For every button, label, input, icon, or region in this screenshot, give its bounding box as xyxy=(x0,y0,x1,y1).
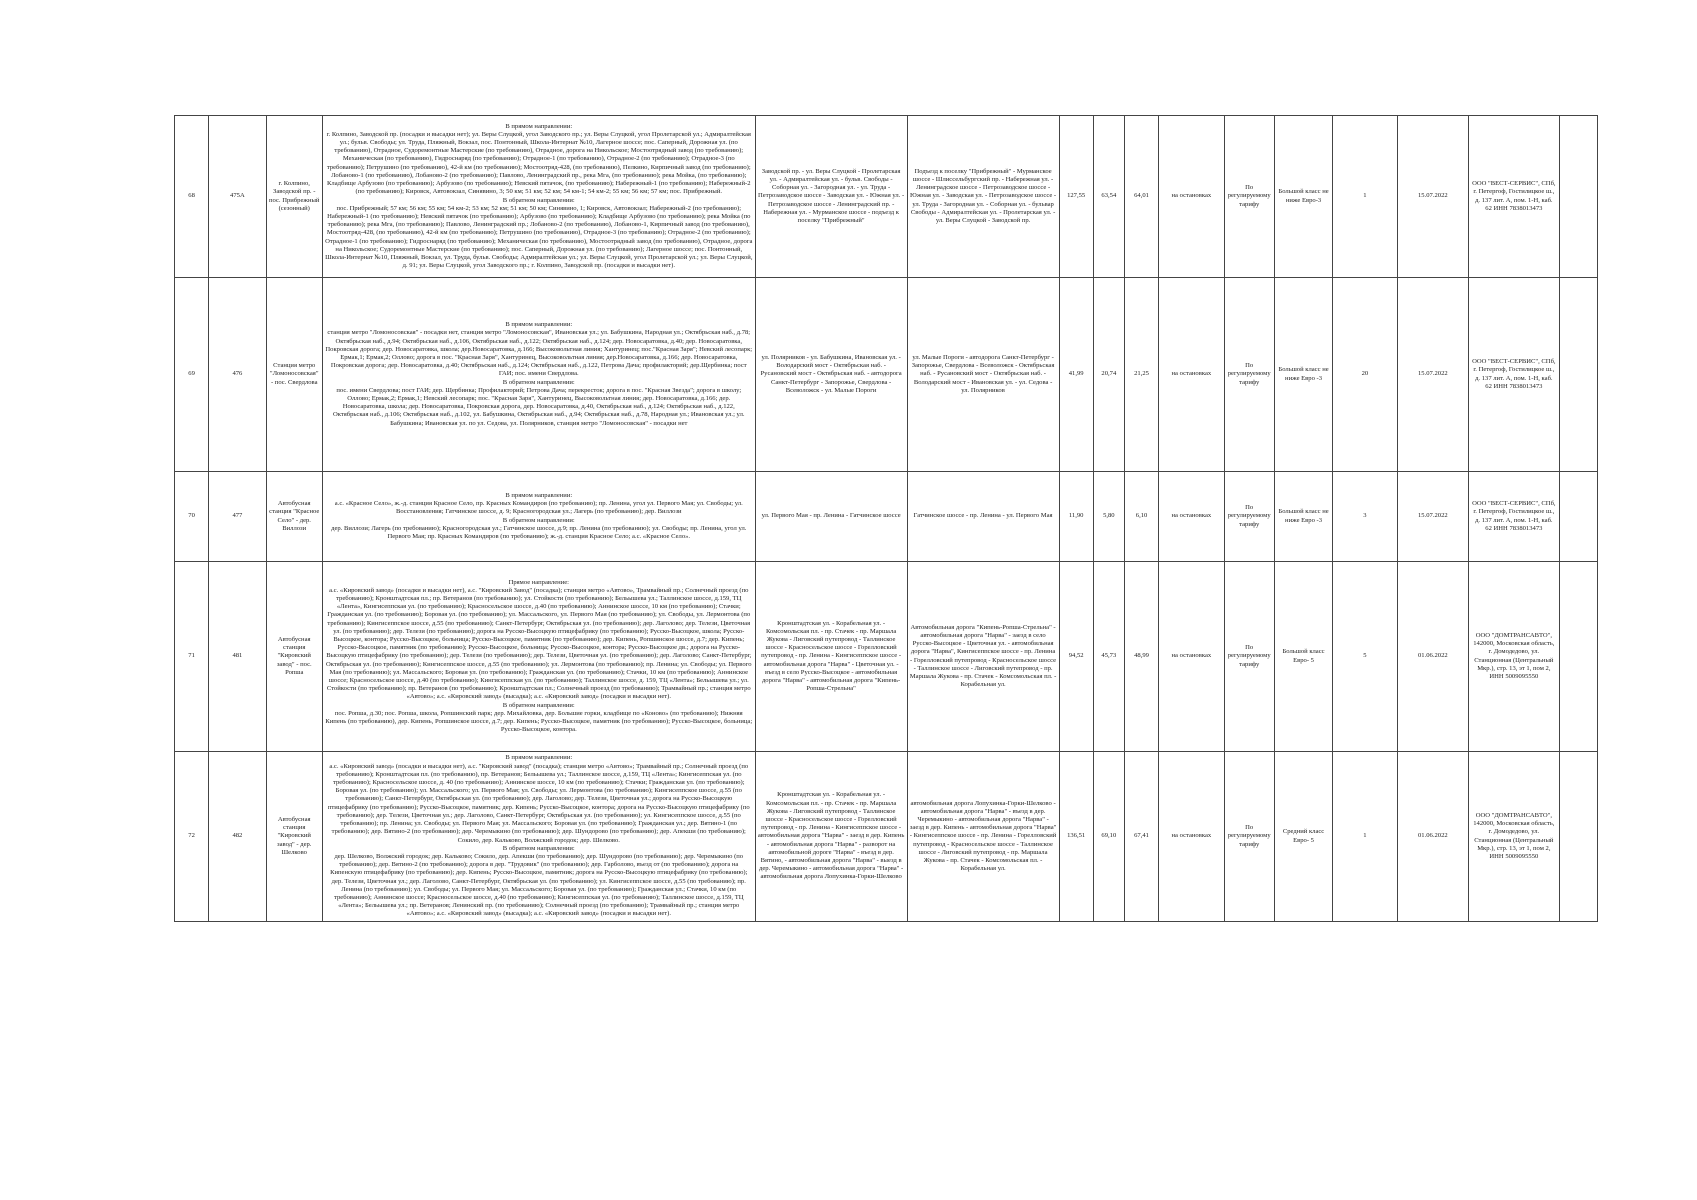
stops-list xyxy=(322,472,755,562)
vehicle-count: 20 xyxy=(1333,278,1397,472)
stop-procedure: на остановках xyxy=(1159,472,1224,562)
forward-stops: а.с. «Кировский завод» (посадки и высадки нет), а.с. "Кировский Завод" (посадка); станция метро «Автово», Трамвайный пр.; Солнечный проезд (по требованию); Кронштадтская пл.; пр. Ветеранов (по требованию); ул. Стойкости (по требованию); Бельышева ул.; Таллинское шоссе, д.159, ТЦ «Лента», Кингисеппская ул. (по требованию); Красносельское шоссе, д.40 (по требованию); Аннинское шоссе, 10 км (по требованию); Стачки; Гражданская ул. (по требованию); Боровая ул. (по требованию); ул. Массальского, ул. Первого Мая (по требованию); ул. Свободы, ул. Лермонтова (по требованию); Кингисеппское шоссе, д.55 (по требованию); Санкт-Петербург, Октябрьская ул. (по требованию); дер. Лаголово; дер. Телези, Цветочная ул. (по требованию); дер. Телези (по требованию); дорога на Русско-Высоцкую птицефабрику (по требованию); Русско-Высоцкое, школа; Русско-Высоцкое, контора; Русско-Высоцкое, больница; Русско-Высоцкое, памятник (по требованию); дер. Кипень, Ропшинское шоссе, д.7; дер. Кипень; Русско-Высоцкое, памятник (по требованию); Русско-Высоцкое, больница; Русско-Высоцкое, контора; Русско-Высоцкое дв.; дорога на Русско-Высоцкую птицефабрику (по требованию); дер. Телези (по требованию); дер. Телези, Цветочная ул. (по требованию); дер. Лаголово; Санкт-Петербург, Октябрьская ул. (по требованию); Кингисеппское шоссе, д.55 (по требованию); ул. Лермонтова (по требованию); пр. Ленина; ул. Свободы; ул. Первого Мая (по требованию); ул. Массальского; Боровая ул. (по требованию); Гражданская ул. (по требованию); Стачки, 10 км (по требованию); Аннинское шоссе; Красносельское шоссе, д.40 (по требованию); Кингисеппская ул. (по требованию); Таллинское шоссе, д. 159, ТЦ «Лента»; Бельышева ул.; ул. Стойкости (по требованию); пр. Ветеранов (по требованию); Кронштадтская пл.; Солнечный проезд (по требованию); Трамвайный пр.; станция метро «Автово»; а.с. «Кировский завод» (высадка); а.с. «Кировский завод» (посадки и высадки нет). xyxy=(326,586,752,701)
reverse-direction-heading: В обратном направлении: xyxy=(502,378,575,386)
vehicle-class: Большой класс не ниже Евро -3 xyxy=(1274,278,1332,472)
row-number: 68 xyxy=(175,116,209,278)
length-reverse: 48,99 xyxy=(1124,562,1158,752)
route-number: 477 xyxy=(209,472,266,562)
length-forward: 69,10 xyxy=(1093,752,1124,922)
start-date: 15.07.2022 xyxy=(1397,116,1468,278)
carrier-info: ООО "ВЕСТ-СЕРВИС", СПб, г. Петергоф, Гостилицкое ш., д. 137 лит. А, пом. 1-Н, каб. 62 ИНН 7838013473 xyxy=(1469,116,1560,278)
table-row xyxy=(175,278,1598,472)
stops-list xyxy=(322,278,755,472)
route-endpoints: Автобусная станция "Красное Село" - дер. Виллози xyxy=(266,472,322,562)
vehicle-class: Большой класс не ниже Евро-3 xyxy=(1274,116,1332,278)
forward-direction-heading: В прямом направлении: xyxy=(505,754,573,762)
route-number: 481 xyxy=(209,562,266,752)
start-date: 01.06.2022 xyxy=(1397,752,1468,922)
length-total: 94,52 xyxy=(1059,562,1093,752)
reverse-stops: пос. Ропша, д.30; пос. Ропша, школа, Ропшинский парк; дер. Михайловка, дер. Большие горки, кладбище по «Коново» (по требованию); Нижняя Кипень (по требованию), дер. Кипень, Ропшинское шоссе, д.7; дер. Кипень; Русско-Высоцкое, памятник (по требованию); Русско-Высоцкое, больница; Русско-Высоцкое, контора. xyxy=(325,709,753,734)
carrier-info: ООО "ДОМТРАНСАВТО", 142000, Московская область, г. Домодедово, ул. Станционная (Центральный Мкр.), стр. 13, эт 1, пом 2, ИНН 5009095550 xyxy=(1469,752,1560,922)
forward-direction-heading: В прямом направлении: xyxy=(505,491,573,499)
route-number: 475А xyxy=(209,116,266,278)
empty-cell xyxy=(1559,278,1597,472)
start-date: 01.06.2022 xyxy=(1397,562,1468,752)
reverse-direction-heading: В обратном направлении: xyxy=(502,701,575,709)
reverse-streets: ул. Малые Пороги - автодорога Санкт-Петербург - Запорожье, Свердлова - Всеволожск - Октябрьская наб. - Русановский мост - Октябрьская наб. - Володарский мост - Ивановская ул. - ул. Седова - ул. Полярников xyxy=(907,278,1059,472)
row-number: 72 xyxy=(175,752,209,922)
table-row xyxy=(175,562,1598,752)
vehicle-count: 5 xyxy=(1333,562,1397,752)
forward-streets: ул. Полярников - ул. Бабушкина, Ивановская ул. - Володарский мост - Октябрьская наб. - Русановский мост - Октябрьская наб. - автодорога Санкт-Петербург - Запорожье, Свердлова - Всеволожск - ул. Малые Пороги xyxy=(755,278,907,472)
forward-stops: г. Колпино, Заводской пр. (посадки и высадки нет); ул. Веры Слуцкой, угол Заводского пр.; ул. Веры Слуцкой, угол Пролетарской ул.; Адмиралтейская ул.; бульв. Свободы; ул. Труда, Пляжный, Вокзал, пос. Понтонный, Школа-Интернат №10, Лагерное шоссе; пос. Саперный, Дорожная ул. (по требованию), Отрадное, Судоремонтные Мастерские (по требованию), Отрадное, дорога на Никольское; Мостоотрядный завод (по требованию); Механическая (по требованию), Гидроснаряд (по требованию); Отрадное-1 (по требованию), Отрадное-2 (по требованию); Отрадное-3 (по требованию); Петрушино (по требованию), 42-й км (по требованию); Мостоотряд-428, (по требованию), Пелкино, Кирпичный завод (по требованию); Лобаново-1 (по требованию), Лобаново-2 (по требованию); Павлово, Ленинградский пр., река Мга, (по требованию); река Мойка, (по требованию); Кладбище Арбузово (по требованию); Арбузово (по требованию); Невский пятачок, (по требованию); Набережный-1 (по требованию); Набережный-2 (по требованию); Кировск, Автовокзал, Синявино, 3; 50 км; 51 км; 52 км; 54 км-1; 54 км-2; 55 км; 56 км; 57 км; пос. Прибрежный. xyxy=(326,130,751,196)
length-reverse: 64,01 xyxy=(1124,116,1158,278)
route-endpoints: Станция метро "Ломоносовская" - пос. Свердлова xyxy=(266,278,322,472)
forward-direction-heading: Прямое направление: xyxy=(508,578,569,586)
reverse-direction-heading: В обратном направлении: xyxy=(502,844,575,852)
forward-stops: а.с. «Кировский завод» (посадки и высадки нет), а.с. "Кировский завод" (посадка); станция метро «Автово»; Трамвайный пр.; Солнечный проезд (по требованию); Кронштадтская пл. (по требованию), пр. Ветеранов; Бельышева ул.; Таллинское шоссе, д.159, ТЦ «Лента»; Кингисеппская ул. (по требованию); Красносельское шоссе, д. 40 (по требованию); Аннинское шоссе, 10 км (по требованию); Стачки; Гражданская ул. (по требованию); Боровая ул. (по требованию); ул. Массальского; ул. Первого Мая; ул. Свободы; ул. Лермонтова (по требованию); Кингисеппское шоссе, д.55 (по требованию); Санкт-Петербург, Октябрьская ул. (по требованию); дер. Лаголово; дер. Телези, Цветочная ул.; дорога на Русско-Высоцкую птицефабрику (по требованию); Русско-Высоцкое, памятник; дер. Кипень; Русско-Высоцкое, контора; дорога на Русско-Высоцкую птицефабрику (по требованию); дер. Телези, Цветочная ул.; дер. Лаголово, Санкт-Петербург, Октябрьская ул. (по требованию); ул. Кингисеппское шоссе, д.55 (по требованию); пр. Ленина; ул. Свободы; ул. Первого Мая; ул. Массальского; Боровая ул. (по требованию); Гражданская ул.; дер. Вятино-1 (по требованию); дер. Вятино-2 (по требованию); дер. Черемыкино (по требованию); дер. Шундорово (по требованию); дер. Апекши (по требованию); Сокило, дер. Кальково, Волжский городок; дер. Шелково. xyxy=(327,762,750,844)
stops-list xyxy=(322,752,755,922)
empty-cell xyxy=(1559,116,1597,278)
reverse-streets: Автомобильная дорога "Кипень-Ропша-Стрельна" - автомобильная дорога "Нарва" - заезд в село Русско-Высоцкое - Цветочная ул. - автомобильная дорога "Нарва", Кингисеппское шоссе - пр. Ленина - Горелловский путепровод - Красносельское шоссе - Таллинское шоссе - Лиговский путепровод - пр. Маршала Жукова - пр. Стачек - Комсомольская пл. - Корабельная ул. xyxy=(907,562,1059,752)
tariff-type: По регулируемому тарифу xyxy=(1224,116,1274,278)
carrier-info: ООО "ВЕСТ-СЕРВИС", СПб, г. Петергоф, Гостилицкое ш., д. 137 лит. А, пом. 1-Н, каб. 62 ИНН 7838013473 xyxy=(1469,472,1560,562)
tariff-type: По регулируемому тарифу xyxy=(1224,752,1274,922)
table-row xyxy=(175,116,1598,278)
route-endpoints: Автобусная станция "Кировский завод" - пос. Ропша xyxy=(266,562,322,752)
reverse-stops: пос. имени Свердлова; пост ГАИ; дер. Щербинка; Профилакторий; Петрова Дача; перекресток; дорога в пос. "Красная Звезда"; дорога в школу; Оллово; Ермак,2; Ермак,1; Невский лесопарк; пос. "Красная Заря", Хантуринец, Высоковольтная линия; дер. Новосаратовка, д.166; дер. Новосаратовка, школа; дер. Новосаратовка, Покровская дорога, дер. Новосаратовка, д.40, Октябрьская наб., д.124; Октябрьская наб., д.122, Октябрьская наб., д.106; Октябрьская наб., д.102, ул. Бабушкина, Октябрьская наб., д.94; Октябрьская наб., д.78, Народная ул.; Ивановская ул.; ул. Бабушкина; Ивановская ул. по ул. Седова, ул. Полярников, станция метро "Ломоносовская" - посадки нет xyxy=(333,386,745,427)
vehicle-count: 3 xyxy=(1333,472,1397,562)
stop-procedure: на остановках xyxy=(1159,278,1224,472)
start-date: 15.07.2022 xyxy=(1397,472,1468,562)
forward-streets: Заводской пр. - ул. Веры Слуцкой - Пролетарская ул. - Адмиралтейская ул. - бульв. Свободы - Соборная ул. - Загородная ул. - ул. Труда - Петрозаводское шоссе - Заводская ул. - Южная ул. - Петрозаводское шоссе - Ленинградский пр. - Набережная ул. - Мурманское шоссе - подъезд к поселку "Прибрежный" xyxy=(755,116,907,278)
vehicle-count: 1 xyxy=(1333,752,1397,922)
forward-stops: станция метро "Ломоносовская" - посадки нет, станция метро "Ломоносовская", Ивановская ул.; ул. Бабушкина, Народная ул.; Октябрьская наб., д.78; Октябрьская наб., д.94; Октябрьская наб., д.106, Октябрьская наб., д.122; Октябрьская наб., д.124; дер. Новосаратовка, д.40; дер. Новосаратовка, Покровская дорога; дер. Новосаратовка, школа; дер.Новосаратовка, д.166; Высоковольтная линия; Хантуринец; пос."Красная Заря"; Невский лесопарк; Ермак,1; Ермак,2; Оллово; дорога в пос. "Красная Заря", Хантуринец, Высоковольтная линия; дер.Новосаратовка, д.166; дер. Новосаратовка, Покровская дорога; дер. Новосаратовка, д.40; Октябрьская наб., д.124; Октябрьская наб., д.122, Петрова Дача; профилакторий; дер.Щербинка; пост ГАИ; пос. имени Свердлова. xyxy=(325,329,753,378)
reverse-streets: Подъезд к поселку "Прибрежный" - Мурманское шоссе - Шлиссельбургский пр. - Набережная ул. - Ленинградское шоссе - Петрозаводское шоссе - Южная ул. - Заводская ул. - Петрозаводское шоссе - ул. Труда - Загородная ул. - Соборная ул. - бульвар Свободы - Адмиралтейская ул. - Пролетарская ул. - ул. Веры Слуцкой - Заводской пр. xyxy=(907,116,1059,278)
length-reverse: 6,10 xyxy=(1124,472,1158,562)
stop-procedure: на остановках xyxy=(1159,752,1224,922)
vehicle-class: Большой класс Евро- 5 xyxy=(1274,562,1332,752)
forward-stops: а.с. «Красное Село», ж.-д. станция Красное Село, пр. Красных Командиров (по требованию); пр. Ленина, угол ул. Первого Мая; ул. Свободы; ул. Восстановления; Гатчинское шоссе, д. 9; Красногородская ул.; Лагерь (по требованию); дер. Виллози xyxy=(334,500,743,516)
reverse-stops: пос. Прибрежный; 57 км; 56 км; 55 км; 54 км-2; 53 км; 52 км; 51 км; 50 км; Синявино, 1; Кировск, Автовокзал; Набережный-2 (по требованию); Набережный-1 (по требованию); Невский пятачок (по требованию); Арбузово (по требованию); Кладбище Арбузово (по требованию); река Мойка (по требованию); река Мга, (по требованию); Павлово, Ленинградский пр.; Лобаново-2 (по требованию), Лобаново-1, Кирпичный завод (по требованию), Мостоотряд-428, (по требованию), 42-й км (по требованию); Петрушино (по требованию), Отрадное-3 (по требованию); Отрадное-2 (по требованию); Отрадное-1 (по требованию); Гидроснаряд (по требованию); Механическая (по требованию), Мостоотрядный завод (по требованию), Отрадное, дорога на Никольское; Судоремонтные Мастерские (по требованию); пос. Саперный, Дорожная ул. (по требованию); Лагерное шоссе; пос. Понтонный, Школа-Интернат №10, Пляжный, Вокзал, ул. Труда, бульв. Свободы; Адмиралтейская ул.; ул. Веры Слуцкой, угол Пролетарской ул.; ул. Веры Слуцкой, д. 91; ул. Веры Слуцкой, угол Заводского пр.; г. Колпино, Заводской пр. (посадки и высадки нет). xyxy=(325,204,753,270)
length-forward: 63,54 xyxy=(1093,116,1124,278)
stop-procedure: на остановках xyxy=(1159,116,1224,278)
route-number: 476 xyxy=(209,278,266,472)
stops-list xyxy=(322,562,755,752)
reverse-streets: Гатчинское шоссе - пр. Ленина - ул. Первого Мая xyxy=(907,472,1059,562)
vehicle-count: 1 xyxy=(1333,116,1397,278)
reverse-stops: дер. Шелково, Волжский городок; дер. Кальково; Сокило, дер. Апекши (по требованию); дер. Шундорово (по требованию); дер. Черемыкино (по требованию); дер. Вятино-2 (по требованию); дорога в дер. "Трудовик" (по требованию); дер. Гарболово, въезд от (по требованию); дорога на Кипенскую птицефабрику (по требованию); дер. Кипень; Русско-Высоцкое, памятник; дорога на Русско-Высоцкую птицефабрику (по требованию); дер. Телези, Цветочная ул.; дер. Лаголово, Санкт-Петербург, Октябрьская ул. (по требованию); ул. Кингисеппское шоссе, д.55 (по требованию); пр. Ленина (по требованию); ул. Свободы; ул. Первого Мая; ул. Массальского; Боровая ул. (по требованию); Гражданская ул.; Стачки, 10 км (по требованию); Аннинское шоссе; Красносельское шоссе, д.40 (по требованию); Кингисеппская ул. (по требованию); Таллинское шоссе, д.159, ТЦ «Лента»; Бельышева ул.; пр. Ветеранов; Ленинский пр. (по требованию); Солнечный проезд (по требованию); Трамвайный пр.; станция метро «Автово»; а.с. «Кировский завод» (высадка); а.с. «Кировский завод» (посадки и высадки нет). xyxy=(330,852,748,918)
forward-streets: Кронштадтская ул. - Корабельная ул. - Комсомольская пл. - пр. Стачек - пр. Маршала Жукова - Лиговский путепровод - Таллинское шоссе - Красносельское шоссе - Горелловский путепровод - пр. Ленина - Кингисеппское шоссе - автомобильная дорога "Нарва" - Цветочная ул. - въезд в село Русско-Высоцкое - автомобильная дорога "Нарва" - автомобильная дорога "Кипень-Ропша-Стрельна" xyxy=(755,562,907,752)
length-total: 11,90 xyxy=(1059,472,1093,562)
vehicle-class: Большой класс не ниже Евро -3 xyxy=(1274,472,1332,562)
length-total: 127,55 xyxy=(1059,116,1093,278)
stops-list xyxy=(322,116,755,278)
forward-streets: ул. Первого Мая - пр. Ленина - Гатчинское шоссе xyxy=(755,472,907,562)
forward-direction-heading: В прямом направлении: xyxy=(505,122,573,130)
empty-cell xyxy=(1559,472,1597,562)
row-number: 69 xyxy=(175,278,209,472)
length-total: 41,99 xyxy=(1059,278,1093,472)
route-number: 482 xyxy=(209,752,266,922)
length-total: 136,51 xyxy=(1059,752,1093,922)
empty-cell xyxy=(1559,752,1597,922)
reverse-direction-heading: В обратном направлении: xyxy=(502,196,575,204)
table-row xyxy=(175,752,1598,922)
route-endpoints: Автобусная станция "Кировский завод" - дер. Шелково xyxy=(266,752,322,922)
length-forward: 20,74 xyxy=(1093,278,1124,472)
length-forward: 45,73 xyxy=(1093,562,1124,752)
vehicle-class: Средний класс Евро- 5 xyxy=(1274,752,1332,922)
reverse-direction-heading: В обратном направлении: xyxy=(502,516,575,524)
length-reverse: 21,25 xyxy=(1124,278,1158,472)
carrier-info: ООО "ДОМТРАНСАВТО", 142000, Московская область, г. Домодедово, ул. Станционная (Центральный Мкр.), стр. 13, эт 1, пом 2, ИНН 5009095550 xyxy=(1469,562,1560,752)
row-number: 70 xyxy=(175,472,209,562)
forward-direction-heading: В прямом направлении: xyxy=(505,321,573,329)
start-date: 15.07.2022 xyxy=(1397,278,1468,472)
reverse-stops: дер. Виллози; Лагерь (по требованию); Красногородская ул.; Гатчинское шоссе, д.9; пр. Ленина (по требованию); ул. Свободы; пр. Ленина, угол ул. Первого Мая; пр. Красных Командиров (по требованию); ж.-д. станция Красное Село; а.с. «Красное Село». xyxy=(331,524,747,540)
forward-streets: Кронштадтская ул. - Корабельная ул. - Комсомольская пл. - пр. Стачек - пр. Маршала Жукова - Лиговский путепровод - Таллинское шоссе - Красносельское шоссе - Горелловский путепровод - пр. Ленина - Кингисеппское шоссе - автомобильная дорога "Нарва" - заезд в дер. Кипень - автомобильная дорога "Нарва" - разворот на автомобильной дороге "Нарва" - въезд в дер. Вятино, - автомобильная дорога "Нарва" - выезд в дер. Черемыкино - автомобильная дорога "Нарва" - автомобильная дорога Лопухинка-Горки-Шелково xyxy=(755,752,907,922)
routes-table xyxy=(174,115,1598,922)
row-number: 71 xyxy=(175,562,209,752)
reverse-streets: автомобильная дорога Лопухинка-Горки-Шелково - автомобильная дорога "Нарва" - въезд в дер. Черемыкино - автомобильная дорога "Нарва" - заезд в дер. Кипень - автомобильная дорога "Нарва" - Кингисеппское шоссе - пр. Ленина - Горелловский путепровод - Красносельское шоссе - Таллинское шоссе - Лиговский путепровод - пр. Маршала Жукова - пр. Стачек - Комсомольская пл. - Корабельная ул. xyxy=(907,752,1059,922)
tariff-type: По регулируемому тарифу xyxy=(1224,278,1274,472)
length-reverse: 67,41 xyxy=(1124,752,1158,922)
tariff-type: По регулируемому тарифу xyxy=(1224,562,1274,752)
stop-procedure: на остановках xyxy=(1159,562,1224,752)
empty-cell xyxy=(1559,562,1597,752)
carrier-info: ООО "ВЕСТ-СЕРВИС", СПб, г. Петергоф, Гостилицкое ш., д. 137 лит. А, пом. 1-Н, каб. 62 ИНН 7838013473 xyxy=(1469,278,1560,472)
table-row xyxy=(175,472,1598,562)
length-forward: 5,80 xyxy=(1093,472,1124,562)
tariff-type: По регулируемому тарифу xyxy=(1224,472,1274,562)
route-endpoints: г. Колпино, Заводской пр. - пос. Прибрежный (сезонный) xyxy=(266,116,322,278)
